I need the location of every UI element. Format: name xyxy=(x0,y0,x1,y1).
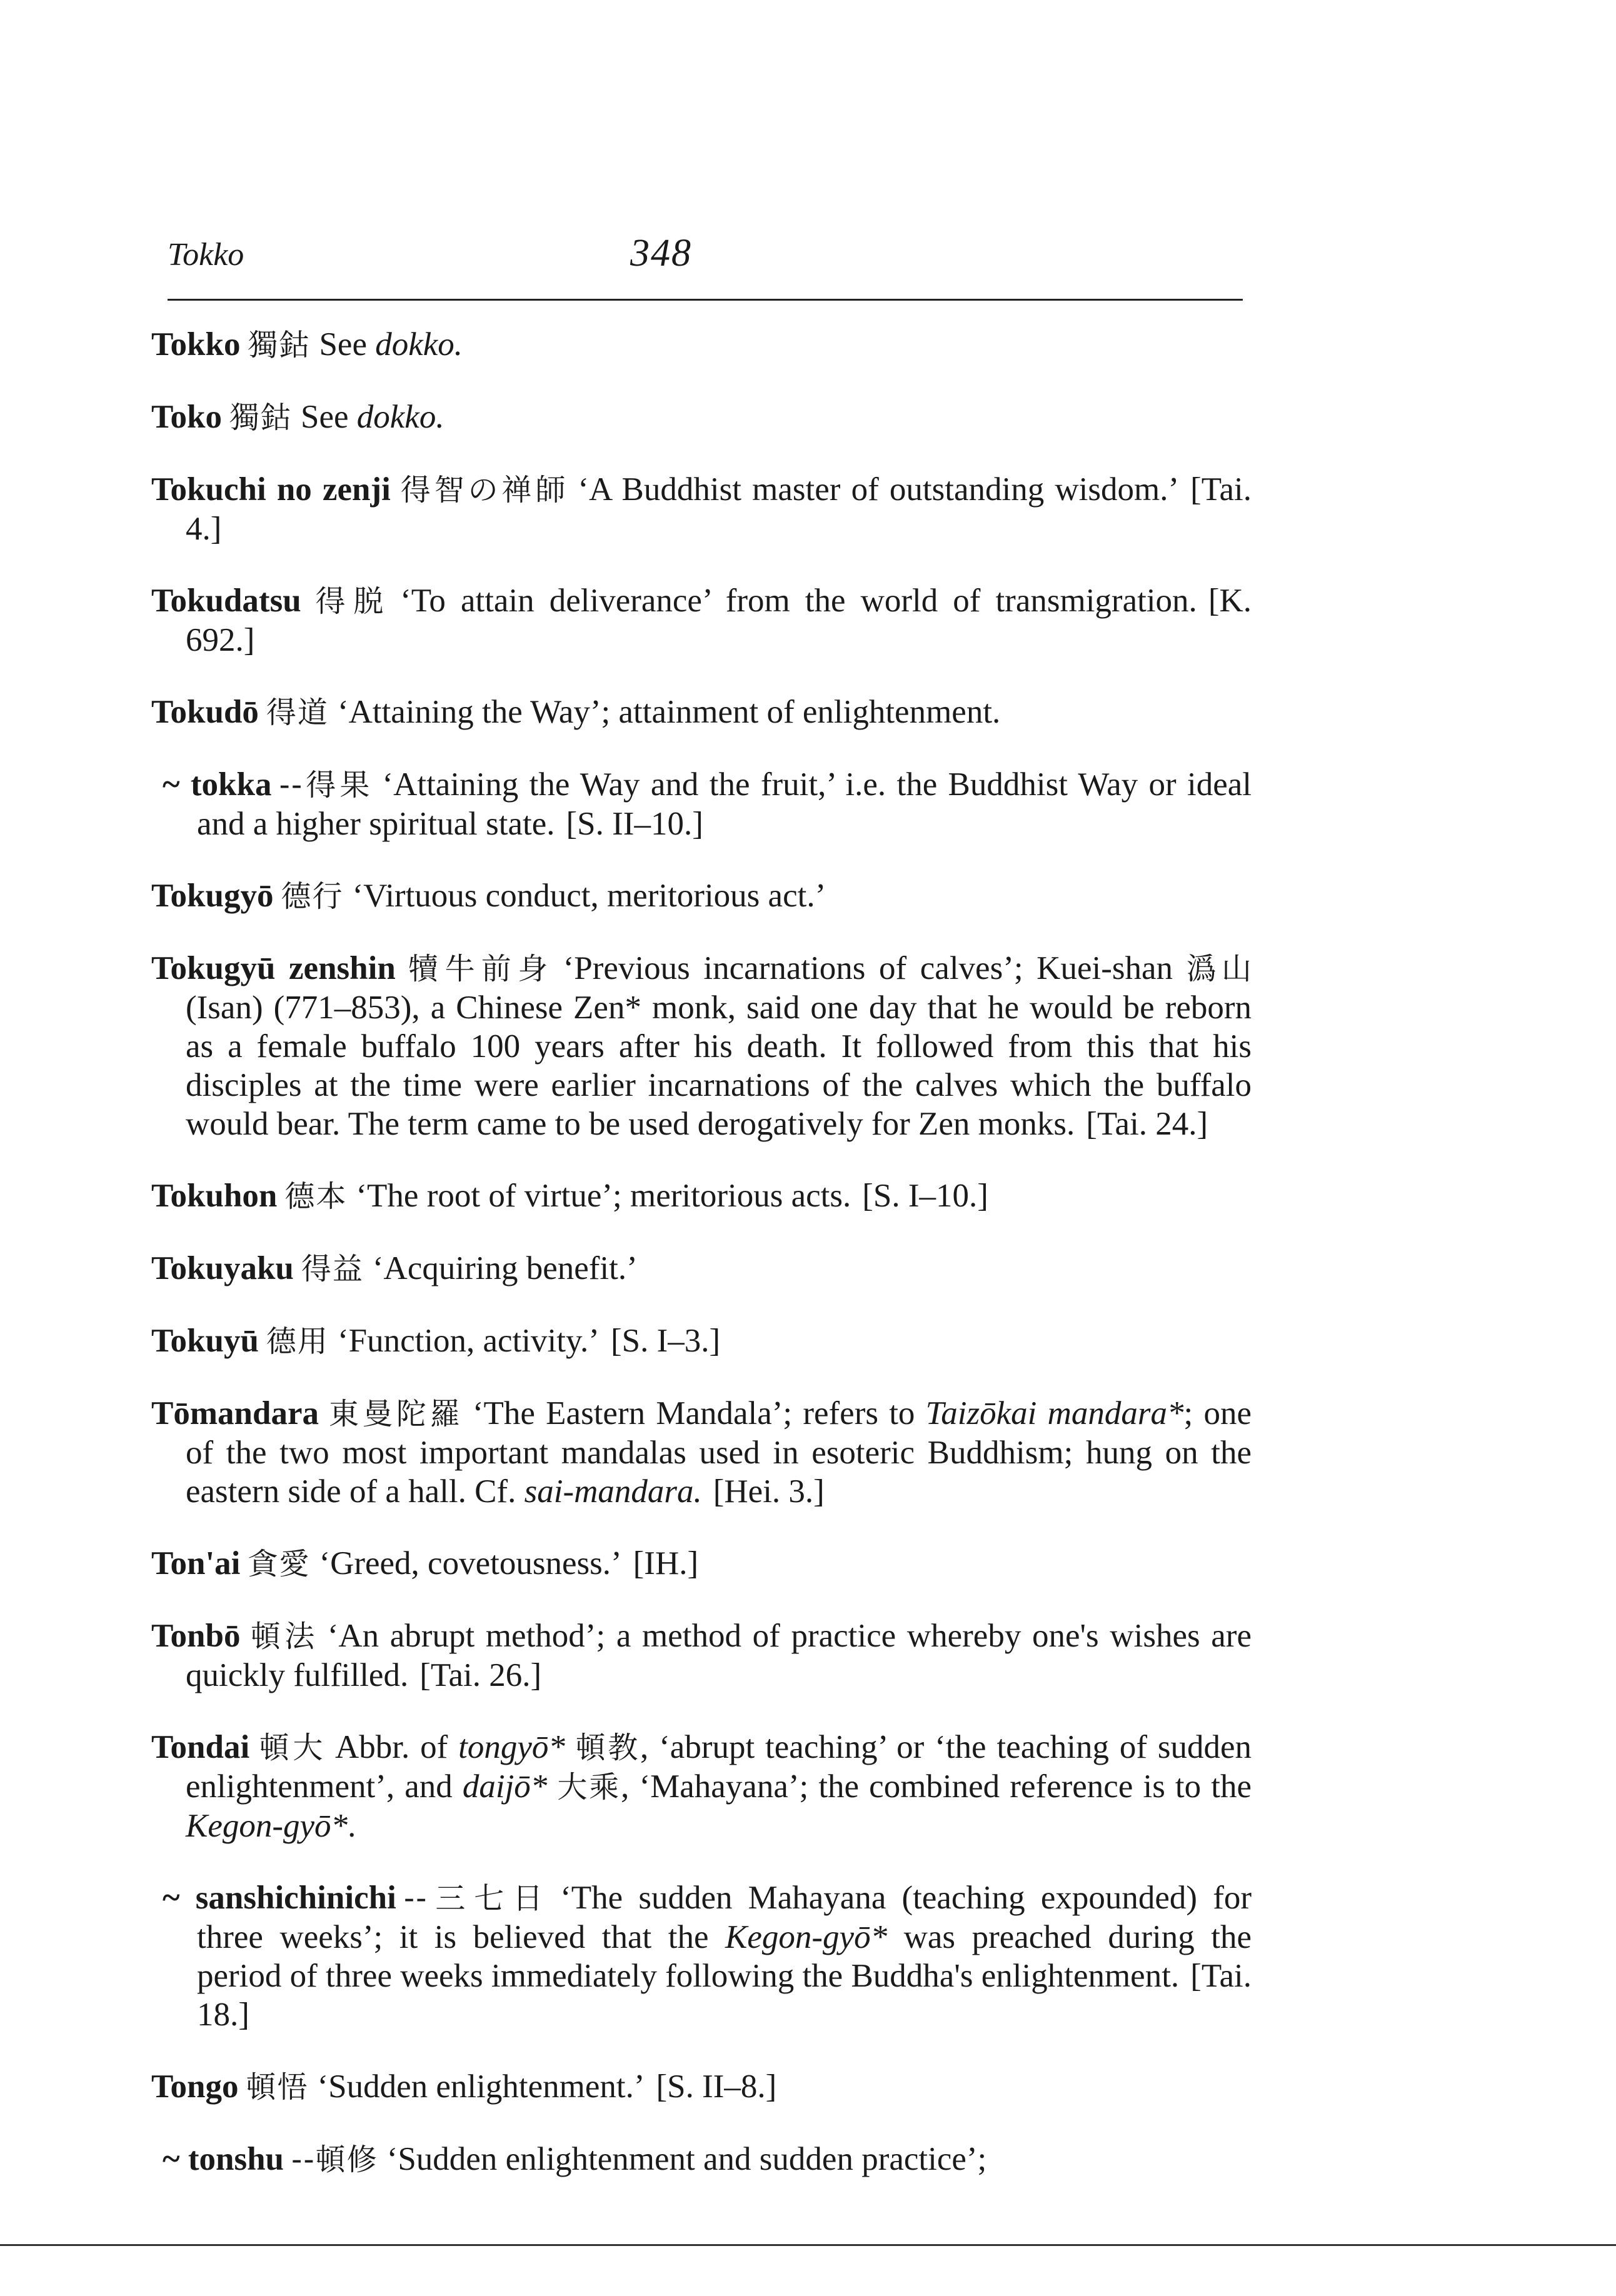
entry-tokudo xyxy=(151,693,1252,732)
definition-part: ‘The Eastern Mandala’; refers to xyxy=(472,1395,926,1431)
definition-part: , ‘abrupt teaching’ or ‘the teaching of sudden enlightenment’, and xyxy=(186,1729,1252,1805)
headword: Tōmandara xyxy=(151,1395,319,1431)
headword-kanji: --三七日 xyxy=(403,1881,552,1916)
source-reference: [Tai. 26.] xyxy=(419,1657,542,1693)
definition-part: Abbr. of xyxy=(335,1729,459,1765)
headword: Tokudatsu xyxy=(151,583,301,619)
definition-part: , ‘Mahayana’; the combined reference is to the xyxy=(621,1768,1252,1805)
entry-tokugyo xyxy=(151,876,1252,916)
headword-kanji: 頓悟 xyxy=(246,2070,309,2105)
definition-part: ‘Previous incarnations of calves’; Kuei-shan xyxy=(563,950,1187,986)
cross-reference: dokko. xyxy=(375,326,463,363)
headword-kanji: 德行 xyxy=(281,879,344,914)
entry-toko xyxy=(151,398,1252,437)
source-reference: [S. II–10.] xyxy=(566,806,703,842)
italic-term: tongyō* xyxy=(458,1729,565,1765)
definition: ‘Acquiring benefit.’ xyxy=(372,1250,638,1286)
header-rule xyxy=(168,299,1243,301)
headword: Tokuchi no zenji xyxy=(151,471,391,508)
definition: ‘Virtuous conduct, meritorious act.’ xyxy=(352,878,826,914)
source-reference: [Tai. 18.] xyxy=(197,1958,1252,2033)
definition: ‘Greed, covetousness.’ xyxy=(319,1545,622,1582)
subentry-tonshu xyxy=(163,2140,1252,2179)
entry-tokuchi-no-zenji xyxy=(151,470,1252,548)
tilde-mark: ~ xyxy=(163,1880,180,1916)
italic-term: Kegon-gyō* xyxy=(725,1919,888,1955)
headword-kanji: --得果 xyxy=(279,768,374,803)
definition: ‘To attain deliverance’ from the world of transmigration. xyxy=(400,583,1197,619)
headword: Tokuyaku xyxy=(151,1250,294,1286)
italic-term: Kegon-gyō* xyxy=(186,1808,348,1844)
tilde-mark: ~ xyxy=(163,2141,180,2177)
entry-tonbo xyxy=(151,1617,1252,1695)
source-reference: [IH.] xyxy=(633,1545,699,1582)
definition: ‘Function, activity.’ xyxy=(337,1323,600,1359)
entry-tokugyu-zenshin xyxy=(151,949,1252,1143)
headword: sanshichinichi xyxy=(195,1880,396,1916)
source-reference: [K. 692.] xyxy=(186,583,1252,658)
headword: tokka xyxy=(190,766,272,803)
headword-kanji: 東曼陀羅 xyxy=(326,1396,464,1431)
headword-kanji: 德本 xyxy=(284,1179,348,1214)
entry-tokko xyxy=(151,325,1252,364)
headword-kanji: 頓大 xyxy=(257,1730,327,1765)
definition: ‘The root of virtue’; meritorious acts. xyxy=(356,1178,851,1214)
definition: ‘An abrupt method’; a method of practice whereby one's wishes are quickly fulfilled. xyxy=(186,1618,1252,1693)
definition: ‘Sudden enlightenment.’ xyxy=(317,2068,645,2105)
entry-tomandara xyxy=(151,1394,1252,1511)
headword: Tokugyō xyxy=(151,878,274,914)
headword-kanji: 得益 xyxy=(301,1251,364,1286)
entry-tonai xyxy=(151,1544,1252,1583)
headword-kanji: --頓修 xyxy=(291,2142,378,2177)
definition-part: ; one of the two most important mandalas used in esoteric Buddhism; hung on the eastern side of a hall. Cf. xyxy=(186,1395,1252,1510)
definition-part: was preached during the period of three weeks immediately following the Buddha's enlightenment. xyxy=(197,1919,1252,1994)
definition: ‘Attaining the Way’; attainment of enlightenment. xyxy=(337,694,1001,730)
definition: ‘Sudden enlightenment and sudden practice’; xyxy=(386,2141,987,2177)
inline-kanji: 大乘 xyxy=(557,1770,621,1805)
subentry-tokka xyxy=(163,765,1252,843)
source-reference: [Tai. 24.] xyxy=(1086,1106,1208,1142)
definition: ‘Attaining the Way and the fruit,’ i.e. the Buddhist Way or ideal and a higher spiritual state. xyxy=(197,766,1252,842)
entry-tondai xyxy=(151,1728,1252,1845)
inline-kanji: 潙山 xyxy=(1186,951,1252,986)
page-number: 348 xyxy=(630,232,692,274)
headword-kanji: 得道 xyxy=(266,695,329,730)
source-reference: [Hei. 3.] xyxy=(713,1473,825,1510)
footer-rule xyxy=(0,2244,1616,2246)
definition-part: ‘The sudden Mahayana (teaching expounded) for three weeks’; it is believed that the xyxy=(197,1880,1252,1955)
entry-tongo xyxy=(151,2067,1252,2107)
running-head-title: Tokko xyxy=(168,237,244,273)
source-reference: [S. I–3.] xyxy=(610,1323,721,1359)
headword-kanji: 獨鈷 xyxy=(229,400,292,435)
headword: Ton'ai xyxy=(151,1545,241,1582)
definition-part: . xyxy=(348,1808,356,1844)
headword-kanji: 頓法 xyxy=(248,1619,319,1654)
tilde-mark: ~ xyxy=(163,766,180,803)
entry-tokuhon xyxy=(151,1176,1252,1216)
headword: Tokuyū xyxy=(151,1323,259,1359)
source-reference: [S. II–8.] xyxy=(656,2068,777,2105)
headword: Tokugyū zenshin xyxy=(151,950,396,986)
headword-kanji: 得脱 xyxy=(308,584,392,619)
headword: Tokko xyxy=(151,326,241,363)
headword-kanji: 獨鈷 xyxy=(248,328,311,363)
entry-tokudatsu xyxy=(151,581,1252,659)
entry-list xyxy=(151,313,1252,2212)
running-head xyxy=(168,231,1249,281)
headword-kanji: 得智の禅師 xyxy=(398,473,570,508)
headword-kanji: 貪愛 xyxy=(248,1547,311,1582)
see-label: See xyxy=(319,326,376,363)
headword: Tonbō xyxy=(151,1618,241,1654)
subentry-sanshichinichi xyxy=(163,1878,1252,2034)
cross-reference: dokko. xyxy=(356,399,444,435)
cross-reference: sai-mandara. xyxy=(524,1473,702,1510)
entry-tokuyu xyxy=(151,1321,1252,1361)
source-reference: [Tai. 4.] xyxy=(186,471,1252,547)
source-reference: [S. I–10.] xyxy=(862,1178,988,1214)
headword: Tongo xyxy=(151,2068,239,2105)
inline-kanji: 頓教 xyxy=(575,1730,641,1765)
headword: Tondai xyxy=(151,1729,250,1765)
entry-tokuyaku xyxy=(151,1249,1252,1288)
headword-kanji: 犢牛前身 xyxy=(403,951,555,986)
headword-kanji: 德用 xyxy=(266,1324,329,1359)
definition-part: (Isan) (771–853), a Chinese Zen* monk, said one day that he would be reborn as a female buffalo 100 years after his death. It followed from this that his disciples at the time were earlier incarnations of the calves which the buffalo would bear. The term came to be used derogatively for Zen monks. xyxy=(186,990,1252,1142)
headword: Tokudō xyxy=(151,694,259,730)
see-label: See xyxy=(300,399,357,435)
italic-term: Taizōkai mandara* xyxy=(925,1395,1184,1431)
italic-term: daijō* xyxy=(462,1768,548,1805)
headword: Toko xyxy=(151,399,222,435)
headword: tonshu xyxy=(188,2141,284,2177)
headword: Tokuhon xyxy=(151,1178,278,1214)
definition: ‘A Buddhist master of outstanding wisdom.’ xyxy=(578,471,1180,508)
